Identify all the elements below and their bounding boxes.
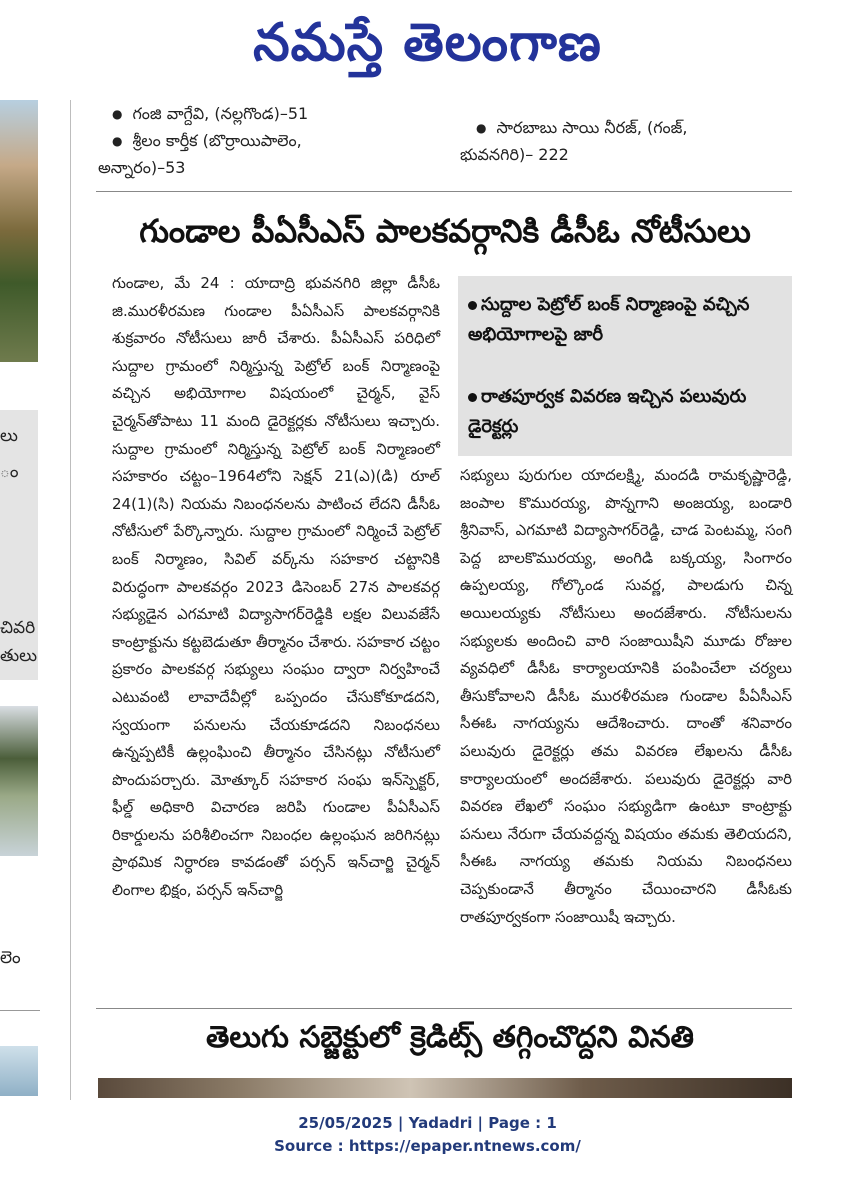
adjacent-page-strip [0, 100, 40, 1100]
bullet-icon: ● [476, 121, 487, 135]
adjacent-photo [0, 706, 38, 856]
adjacent-text: తులు [0, 646, 38, 666]
highlight-box [458, 276, 792, 456]
adjacent-text: చివరి [0, 618, 36, 638]
footer-source: Source : https://epaper.ntnews.com/ [274, 1137, 581, 1155]
adjacent-photo [0, 1046, 38, 1096]
highlight-item: రాతపూర్వక వివరణ ఇచ్చిన పలువురు డైరెక్టర్లు [468, 386, 747, 437]
column-divider [70, 100, 71, 1100]
list-item: ● సారబాబు సాయి నీరజ్, (గంజ్, [476, 118, 688, 137]
bullet-icon: ● [112, 134, 123, 148]
article-column-right: సభ్యులు పురుగుల యాదలక్ష్మి, మందడి రామకృష్ణారెడ్డి, జంపాల కొమురయ్య, పొన్నగాని అంజయ్య, బండారి శ్రీనివాస్, ఎగమాటి విద్యాసాగర్‌రెడ్డి, చాడ పెంటమ్మ, సంగి పెద్ద బాలకొమురయ్య, అంగిడి బక్కయ్య, సింగారం ఉప్పలయ్య, గోల్కొండ సువర్ణ, పాలడుగు చిన్న అయిలయ్యకు నోటీసులు అందజేశారు. నోటీసులను సభ్యులకు అందించి వారి సంజాయిషీని మూడు రోజుల వ్యవధిలో డీసీఓ కార్యాలయానికి పంపించేలా చర్యలు తీసుకోవాలని డీసీఓ మురళీరమణ గుండాల పీఏసీఎస్ సీఈఓ నాగయ్యను ఆదేశించారు. దాంతో శనివారం పలువురు డైరెక్టర్లు తమ వివరణ లేఖలను డీసీఓ కార్యాలయంలో అందజేశారు. పలువురు డైరెక్టర్లు వారి వివరణ లేఖలో సంఘం సభ్యుడిగా ఉంటూ కాంట్రాక్టు పనులు నేరుగా చేయవద్దన్న విషయం తమకు తెలియదని, సీఈఓ నాగయ్య తమకు నియమ నిబంధనలు చెప్పకుండానే తీర్మానం చేయించారని డీసీఓకు రాతపూర్వకంగా సంజాయిషీ ఇచ్చారు. [460, 466, 792, 926]
bullet-icon [468, 393, 477, 402]
list-item-continued: అన్నారం)–53 [98, 158, 186, 177]
footer-date-edition: 25/05/2025 | Yadadri | Page : 1 [298, 1114, 557, 1132]
article-column-left: గుండాల, మే 24 : యాదాద్రి భువనగిరి జిల్లా డీసీఓ జి.మురళీరమణ గుండాల పీఏసీఎస్ పాలకవర్గానికి శుక్రవారం నోటీసులు జారీ చేశారు. పీఏసీఎస్ పరిధిలో సుద్దాల గ్రామంలో నిర్మిస్తున్న పెట్రోల్ బంక్ నిర్మాణంపై వచ్చిన అభియోగాల విషయంలో చైర్మన్, వైస్ చైర్మన్‌తోపాటు 11 మంది డైరెక్టర్లకు నోటీసులు ఇచ్చారు. సుద్దాల గ్రామంలో నిర్మిస్తున్న పెట్రోల్ బంక్ నిర్మాణంలో సహకారం చట్టం–1964లోని సెక్షన్ 21(ఎ)(డి) రూల్ 24(1)(సి) నియమ నిబంధనలను పాటించ లేదని డీసీఓ నోటీసులో పేర్కొన్నారు. సుద్దాల గ్రామంలో నిర్మించే పెట్రోల్ బంక్ నిర్మాణం, సివిల్ వర్క్‌ను సహకార చట్టానికి విరుద్ధంగా పాలకవర్గం 2023 డిసెంబర్ 27న పాలకవర్గ సభ్యుడైన ఎగమాటి విద్యాసాగర్‌రెడ్డికి లక్షల విలువజేసే కాంట్రాక్టును కట్టబెడుతూ తీర్మానం చేశారు. సహకార చట్టం ప్రకారం పాలకవర్గ సభ్యులు సంఘం ద్వారా నిర్వహించే ఎటువంటి లావాదేవీల్లో ఒప్పందం చేసుకోకూడదని, స్వయంగా పనులను చేయకూడదని నిబంధనలు ఉన్నప్పటికీ ఉల్లంఘించి తీర్మానం చేసినట్లు నోటీసులో పొందుపర్చారు. మోత్కూర్ సహకార సంఘ ఇన్‌స్పెక్టర్, ఫీల్డ్ అధికారి విచారణ జరిపి గుండాల పీఏసీఎస్ రికార్డులను పరిశీలించగా నిబంధల ఉల్లంఘన జరిగినట్లు ప్రాథమిక నిర్ధారణ కావడంతో పర్సన్ ఇన్‌చార్జి చైర్మన్ లింగాల భిక్షం, పర్సన్ ఇన్‌చార్జి [112, 274, 440, 900]
bullet-icon [468, 301, 477, 310]
divider [0, 1010, 40, 1011]
section-rule [96, 191, 792, 192]
next-article-headline: తెలుగు సబ్జెక్టులో క్రెడిట్స్ తగ్గించొద్దని వినతి [206, 1020, 694, 1055]
article-headline: గుండాల పీఏసీఎస్ పాలకవర్గానికి డీసీఓ నోటీసులు [139, 212, 751, 250]
bullet-icon: ● [112, 107, 123, 121]
article-photo [98, 1078, 792, 1098]
list-item: ● శ్రీలం కార్తీక (బొర్రాయిపాలెం, [112, 131, 302, 150]
list-item-continued: భువనగిరి)– 222 [460, 145, 569, 164]
masthead-logo: నమస్తే తెలంగాణ [253, 13, 602, 73]
list-item: ● గంజి వాగ్దేవి, (నల్లగొండ)–51 [112, 104, 309, 123]
adjacent-text: లెం [0, 948, 21, 968]
highlight-item: సుద్దాల పెట్రోల్ బంక్ నిర్మాణంపై వచ్చిన అభియోగాలపై జారీ [468, 294, 750, 345]
adjacent-text: ం [0, 462, 19, 482]
adjacent-text: లు [0, 426, 18, 446]
adjacent-photo [0, 100, 38, 362]
section-rule [96, 1008, 792, 1009]
